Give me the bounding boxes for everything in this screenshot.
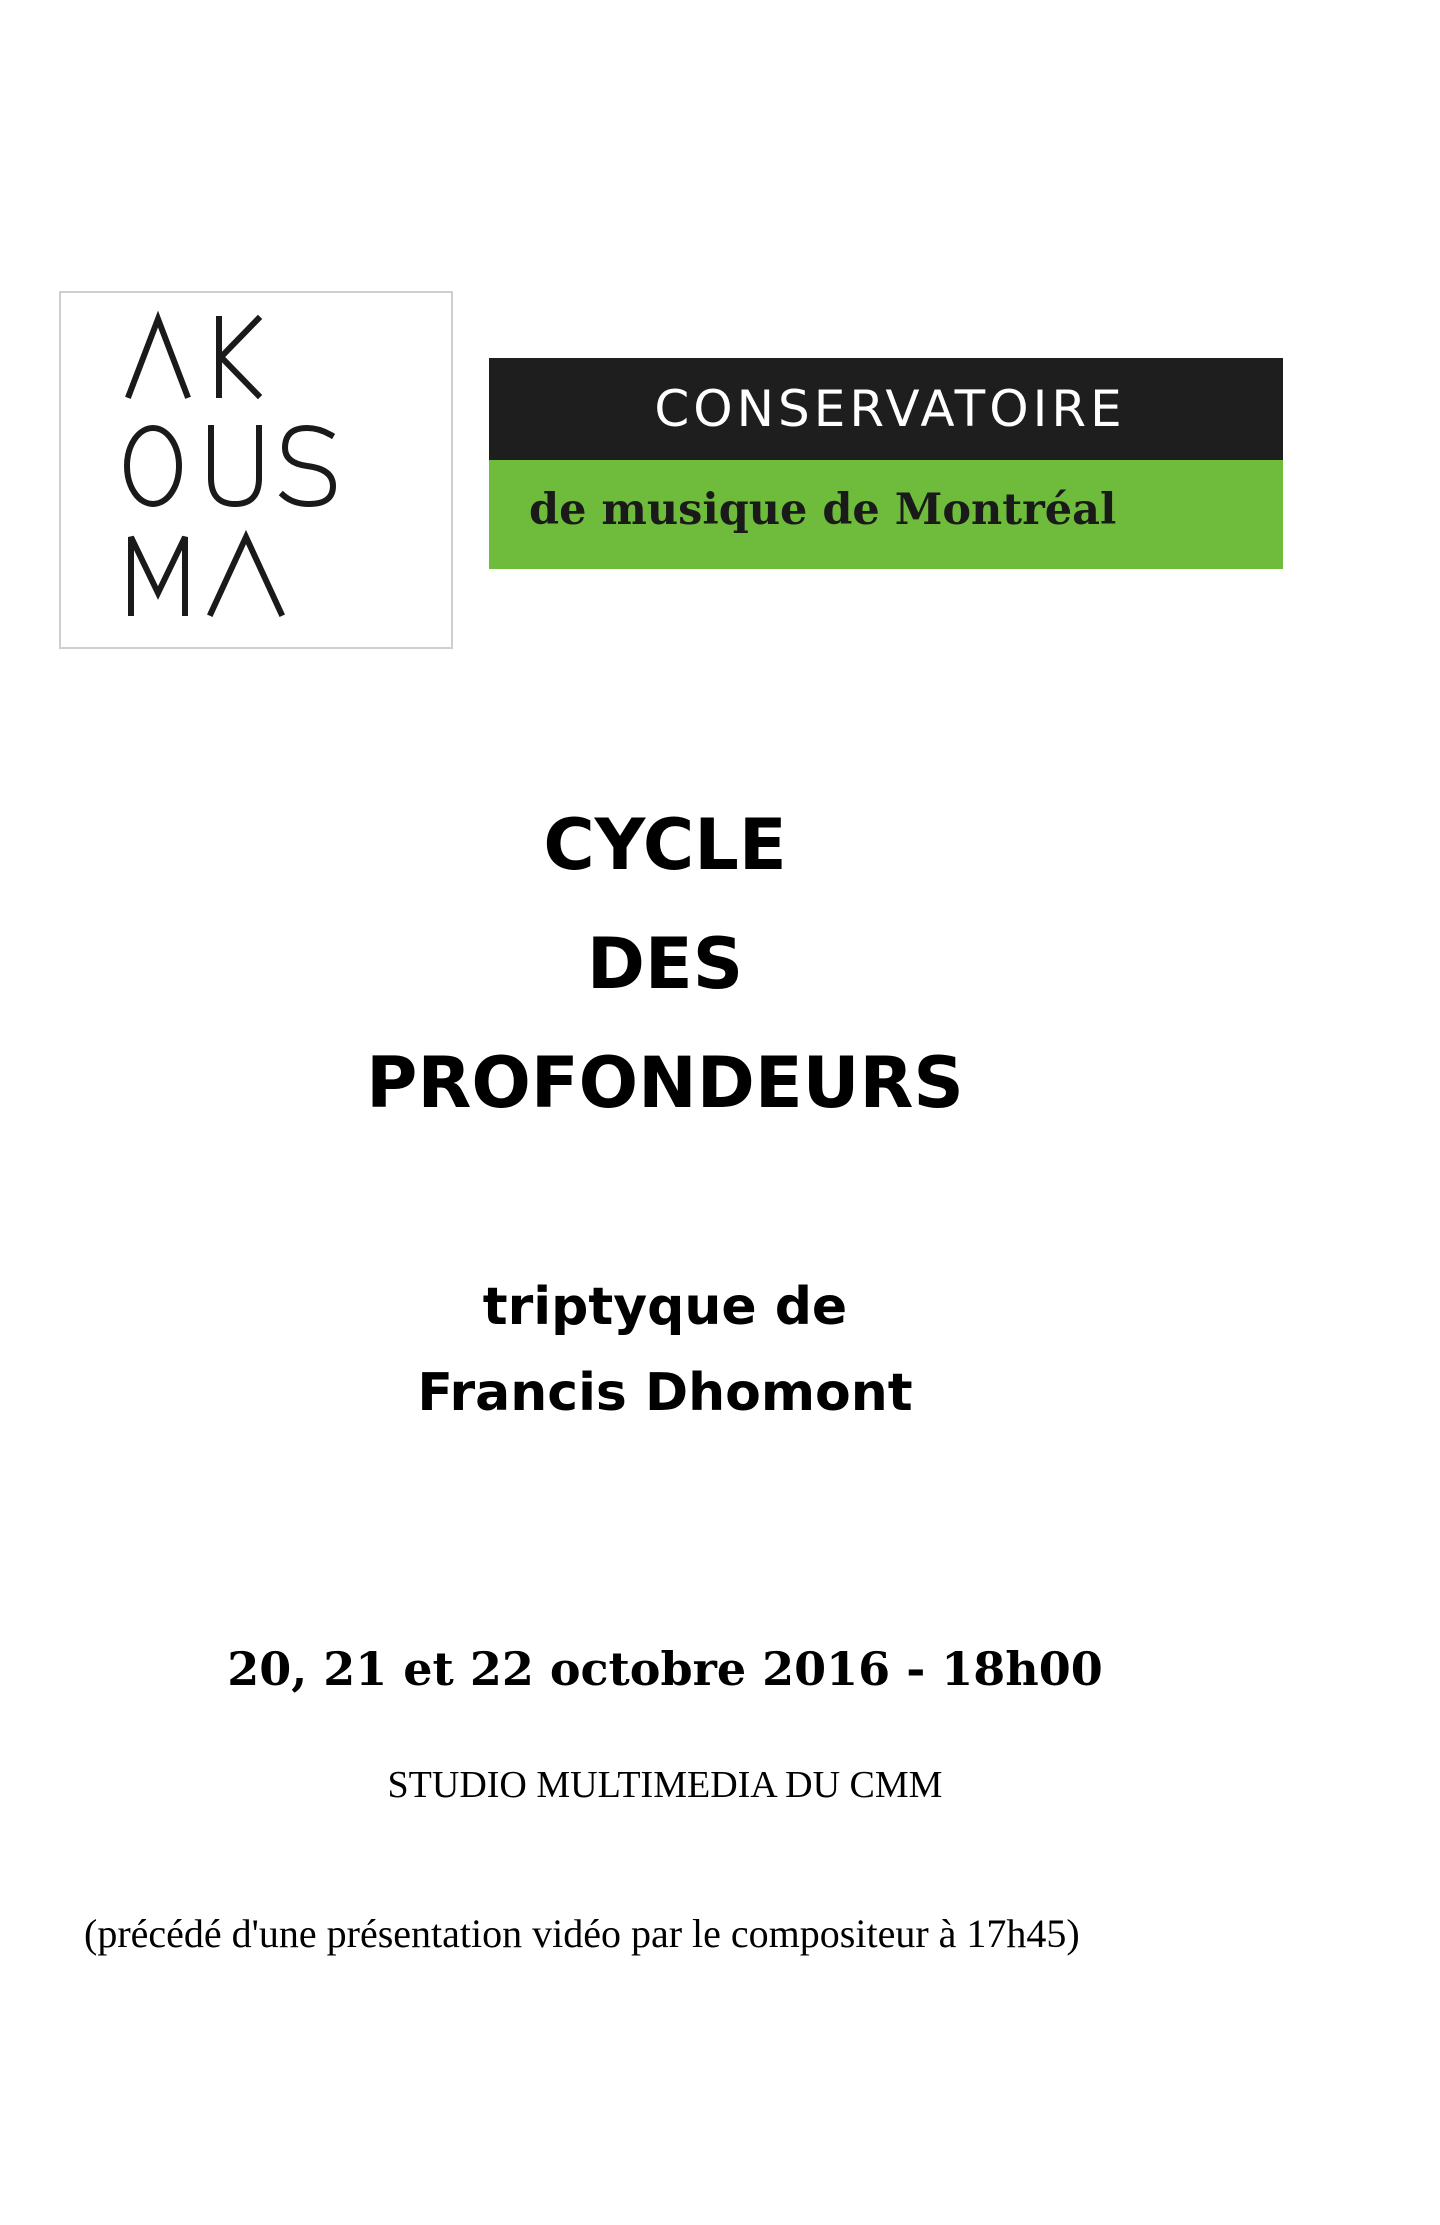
akousma-logo	[59, 291, 453, 649]
subtitle-line-1: triptyque de	[482, 1277, 848, 1337]
title-line-1: CYCLE	[543, 804, 787, 886]
event-note: (précédé d'une présentation vidéo par le compositeur à 17h45)	[84, 1911, 1080, 1956]
title-line-3: PROFONDEURS	[366, 1042, 964, 1124]
akousma-logo-graphic	[61, 293, 455, 651]
event-date: 20, 21 et 22 octobre 2016 - 18h00	[227, 1642, 1103, 1696]
conservatoire-logo-bottom: de musique de Montréal	[489, 460, 1283, 569]
title-line-2: DES	[586, 923, 744, 1005]
conservatoire-logo-top: CONSERVATOIRE	[489, 358, 1283, 460]
subtitle-line-2: Francis Dhomont	[417, 1363, 913, 1423]
event-venue: STUDIO MULTIMEDIA DU CMM	[387, 1764, 943, 1806]
conservatoire-logo	[489, 358, 1283, 569]
